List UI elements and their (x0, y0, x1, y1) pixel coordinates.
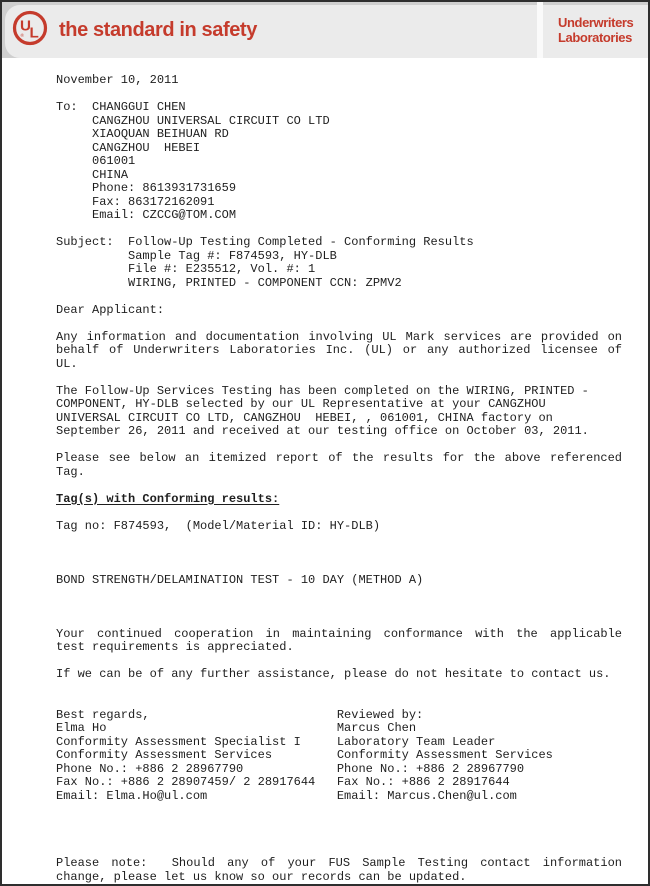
letter-line: Conformity Assessment Services Conformity Assessment Services (56, 748, 553, 762)
letter-line (56, 587, 622, 601)
letter-line (56, 601, 622, 615)
letter-line: Best regards, Reviewed by: (56, 707, 424, 722)
letter-line (56, 614, 622, 628)
section-heading: Tag(s) with Conforming results: (56, 491, 280, 506)
letter-line (56, 479, 622, 493)
letter-line (56, 223, 622, 237)
ul-logo-icon (11, 9, 49, 47)
letter-line (56, 317, 622, 331)
letter-line: Phone: 8613931731659 (56, 181, 237, 195)
letter-line: BOND STRENGTH/DELAMINATION TEST - 10 DAY (METHOD A) (56, 572, 424, 587)
letter-body (2, 58, 648, 884)
letter-line (56, 506, 622, 520)
ul-logo-registered-mark: ® (20, 34, 24, 40)
letter-line: Email: Elma.Ho@ul.com Email: Marcus.Chen@ul.com (56, 788, 517, 803)
letter-line: Elma Ho Marcus Chen (56, 721, 417, 735)
letter-line: XIAOQUAN BEIHUAN RD (56, 127, 229, 141)
letter-line: Fax No.: +886 2 28907459/ 2 28917644 Fax No.: +886 2 28917644 (56, 775, 510, 789)
letter-line: change, please let us know so our records can be updated. (56, 869, 467, 884)
letter-line: test requirements is appreciated. (56, 640, 294, 654)
letter-line: WIRING, PRINTED - COMPONENT CCN: ZPMV2 (56, 275, 402, 290)
header-right-panel (543, 5, 648, 58)
brand-line-1: Underwriters (558, 15, 634, 30)
letter-line (56, 547, 622, 561)
letter-line (56, 844, 622, 858)
letter-line: CANGZHOU UNIVERSAL CIRCUIT CO LTD (56, 113, 330, 128)
letter-line (56, 371, 622, 385)
brand-line-2: Laboratories (558, 30, 632, 45)
page-header (2, 2, 648, 58)
tagline: the standard in safety (59, 19, 257, 41)
letter-line (56, 533, 622, 547)
letter-line: Sample Tag #: F874593, HY-DLB (56, 248, 337, 263)
letter-line: November 10, 2011 (56, 73, 179, 87)
letter-line: To: CHANGGUI CHEN (56, 100, 186, 114)
letter-line: Subject: Follow-Up Testing Completed - Conforming Results (56, 235, 474, 249)
letter-line: Please see below an itemized report of the results for the above referenced (56, 451, 622, 465)
letter-line: Fax: 863172162091 (56, 194, 215, 209)
letter-line: behalf of Underwriters Laboratories Inc. (UL) or any authorized licensee of (56, 343, 622, 357)
letter-line: UL. (56, 356, 78, 371)
letter-line: Tag no: F874593, (Model/Material ID: HY-DLB) (56, 518, 381, 533)
letter-line: September 26, 2011 and received at our testing office on October 03, 2011. (56, 424, 589, 438)
letter-line: Email: CZCCG@TOM.COM (56, 208, 237, 222)
letter-line: COMPONENT, HY-DLB selected by our UL Representative at your CANGZHOU (56, 397, 546, 411)
letter-line (56, 830, 622, 844)
letter-line: The Follow-Up Services Testing has been completed on the WIRING, PRINTED - (56, 383, 589, 398)
brand-wordmark (543, 5, 648, 45)
letter-line: Dear Applicant: (56, 302, 165, 317)
letter-line (56, 88, 622, 102)
letter-line: Tag. (56, 464, 85, 479)
letter-line: 061001 (56, 154, 136, 168)
letter-line (56, 695, 622, 709)
letter-line: Please note: Should any of your FUS Sample Testing contact information (56, 856, 622, 870)
letter-line: CHINA (56, 167, 129, 182)
letter-line: Phone No.: +886 2 28967790 Phone No.: +886 2 28967790 (56, 761, 525, 776)
letter-line: UNIVERSAL CIRCUIT CO LTD, CANGZHOU HEBEI, , 061001, CHINA factory on (56, 410, 553, 425)
letter-line: If we can be of any further assistance, please do not hesitate to contact us. (56, 667, 611, 681)
letter-line (56, 290, 622, 304)
letter-line: Your continued cooperation in maintaining conformance with the applicable (56, 626, 622, 641)
letter-line (56, 682, 622, 696)
letter-line: CANGZHOU HEBEI (56, 140, 201, 155)
ul-logo-letter-l: L (29, 24, 39, 42)
letter-line (56, 439, 622, 453)
letter-line (56, 655, 622, 669)
letter-line (56, 560, 622, 574)
ul-logo-letter-u: U (20, 17, 31, 35)
letter-line (56, 817, 622, 831)
letter-line (56, 803, 622, 817)
letter-line: Conformity Assessment Specialist I Laboratory Team Leader (56, 734, 496, 749)
letter-line: Any information and documentation involving UL Mark services are provided on (56, 329, 622, 344)
letter-line: File #: E235512, Vol. #: 1 (56, 262, 316, 276)
